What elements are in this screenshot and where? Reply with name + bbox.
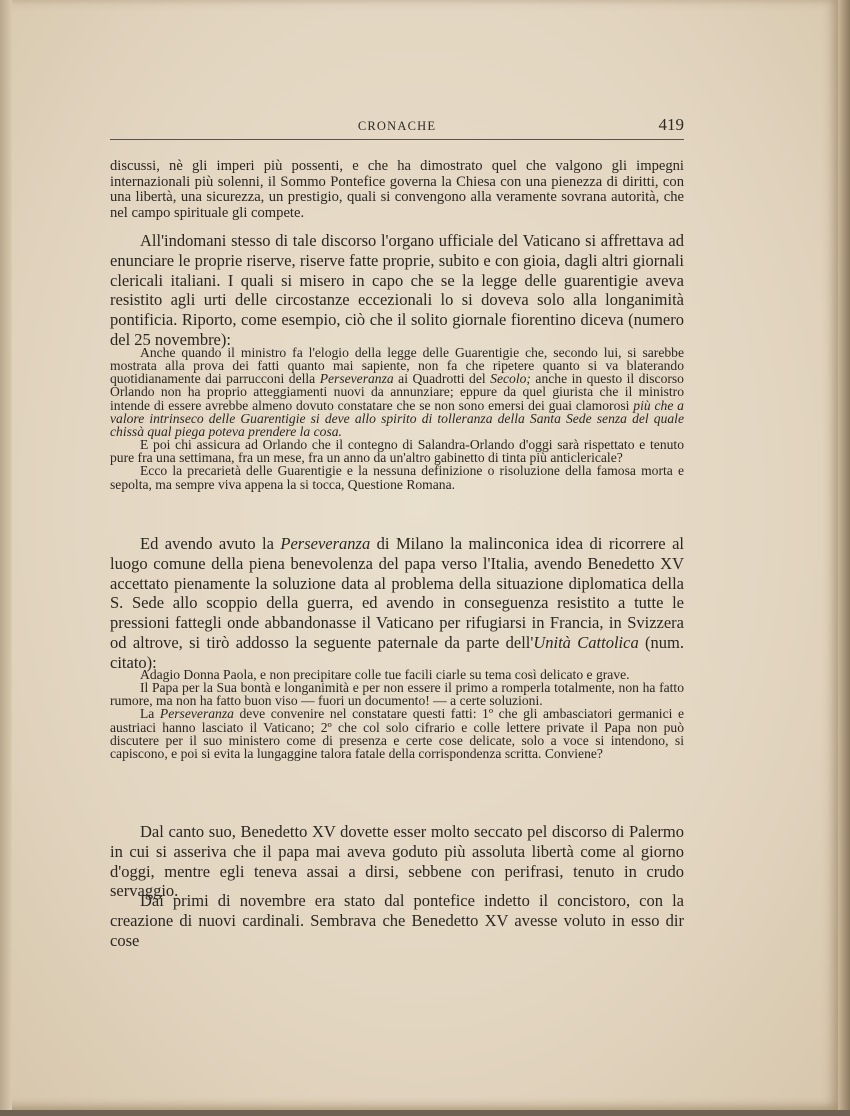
quotation-2-paragraph-2: Il Papa per la Sua bontà e longanimità e per non essere il primo a romperla totalmente, non ha fatto rumore, ma non ha fatto buon viso — fuori un documento! — a certe soluzioni. (110, 680, 684, 709)
body-paragraph-2: Ed avendo avuto la Perseveranza di Milano la malinconica idea di ricorrere al luogo comune della piena benevolenza del papa verso l'Italia, avendo Benedetto XV accettato pienamente la soluzione data al problema della situazione diplomatica della S. Sede allo scoppio della guerra, ed avendo in conseguenza resistito a tutte le pressioni fattegli onde abbandonasse il Vaticano per rifugiarsi in Francia, in Svizzera od altrove, si tirò addosso la seguente paternale da parte dell'Unità Cattolica (num. citato): (110, 534, 685, 672)
page-bottom-edge (0, 1110, 850, 1116)
header-rule (110, 139, 684, 140)
body-paragraph-4: Dai primi di novembre era stato dal pontefice indetto il concistoro, con la creazione di nuovi cardinali. Sembrava che Benedetto XV avesse voluto in esso dir cose (110, 891, 684, 950)
continuation-paragraph: discussi, nè gli imperi più possenti, e che ha dimostrato quel che valgono gli impegni internazionali più solenni, il Sommo Pontefice governa la Chiesa con una pienezza di diritti, con una libertà, una sicurezza, un prestigio, quali si convengono alla veramente sovrana autorità, che nel campo spirituale gli compete. (110, 158, 684, 221)
quotation-2-paragraph-3: La Perseveranza deve convenire nel constatare questi fatti: 1º che gli ambasciatori germanici e austriaci hanno lasciato il Vaticano; 2º che col solo cifrario e colle lettere private il Papa non può discutere per il suo ministero come di presenza e certe cose delicate, solo a voce si intendono, si capiscono, e poi si evita la lungaggine talora fatale della corrispondenza scritta. Conviene? (110, 706, 684, 761)
quotation-1-paragraph-2: E poi chi assicura ad Orlando che il contegno di Salandra-Orlando d'oggi sarà rispettato e tenuto pure fra una settimana, fra un mese, fra un anno da un'altro gabinetto di tinta più anticlericale? (110, 437, 684, 466)
quotation-2-paragraph-1: Adagio Donna Paola, e non precipitare colle tue facili ciarle su tema così delicato e grave. (140, 667, 630, 682)
quotation-1-paragraph-1: Anche quando il ministro fa l'elogio della legge delle Guarentigie che, secondo lui, si sarebbe mostrata alla prova dei fatti quanto mai sapiente, non fa che ripetere quanto si va blaterando quotidianamente dai parrucconi della Perseveranza ai Quadrotti del Secolo; anche in questo il discorso Orlando non ha proprio atteggiamenti nuovi da annunziare; eppure da quel giurista che il ministro intende di essere avrebbe almeno dovuto constatare che se non sono emersi dei guai clamorosi più che a valore intrinseco delle Guarentigie si deve allo spirito di tolleranza della Santa Sede senza del quale chissà qual piega poteva prendere la cosa. (110, 345, 684, 439)
running-head: CRONACHE (357, 119, 437, 133)
quotation-1-paragraph-3: Ecco la precarietà delle Guarentigie e la nessuna definizione o risoluzione della famosa morta e sepolta, ma sempre viva appena la si tocca, Questione Romana. (110, 463, 684, 492)
page-spine-shadow (0, 0, 12, 1110)
page-number: 419 (658, 115, 684, 134)
quotation-block-2 (110, 668, 684, 760)
body-paragraph-3: Dal canto suo, Benedetto XV dovette esser molto seccato pel discorso di Palermo in cui si asseriva che il papa mai aveva goduto più assoluta libertà come al giorno d'oggi, mentre egli teneva assai a dirsi, sebbene con perifrasi, tenuto in crudo servaggio. (110, 822, 684, 901)
body-paragraph-1: All'indomani stesso di tale discorso l'organo ufficiale del Vaticano si affrettava ad enunciare le proprie riserve, riserve fatte proprie, subito e con gioia, dagli altri giornali clericali italiani. I quali si misero in capo che se la legge delle guarentigie aveva resistito agli urti delle circostanze eccezionali lo si doveva solo alla longanimità pontificia. Riporto, come esempio, ciò che il solito giornale fiorentino diceva (numero del 25 novembre): (110, 231, 684, 349)
quotation-block-1 (110, 346, 684, 491)
page-stack-edge (838, 0, 850, 1116)
page-header (110, 117, 684, 139)
